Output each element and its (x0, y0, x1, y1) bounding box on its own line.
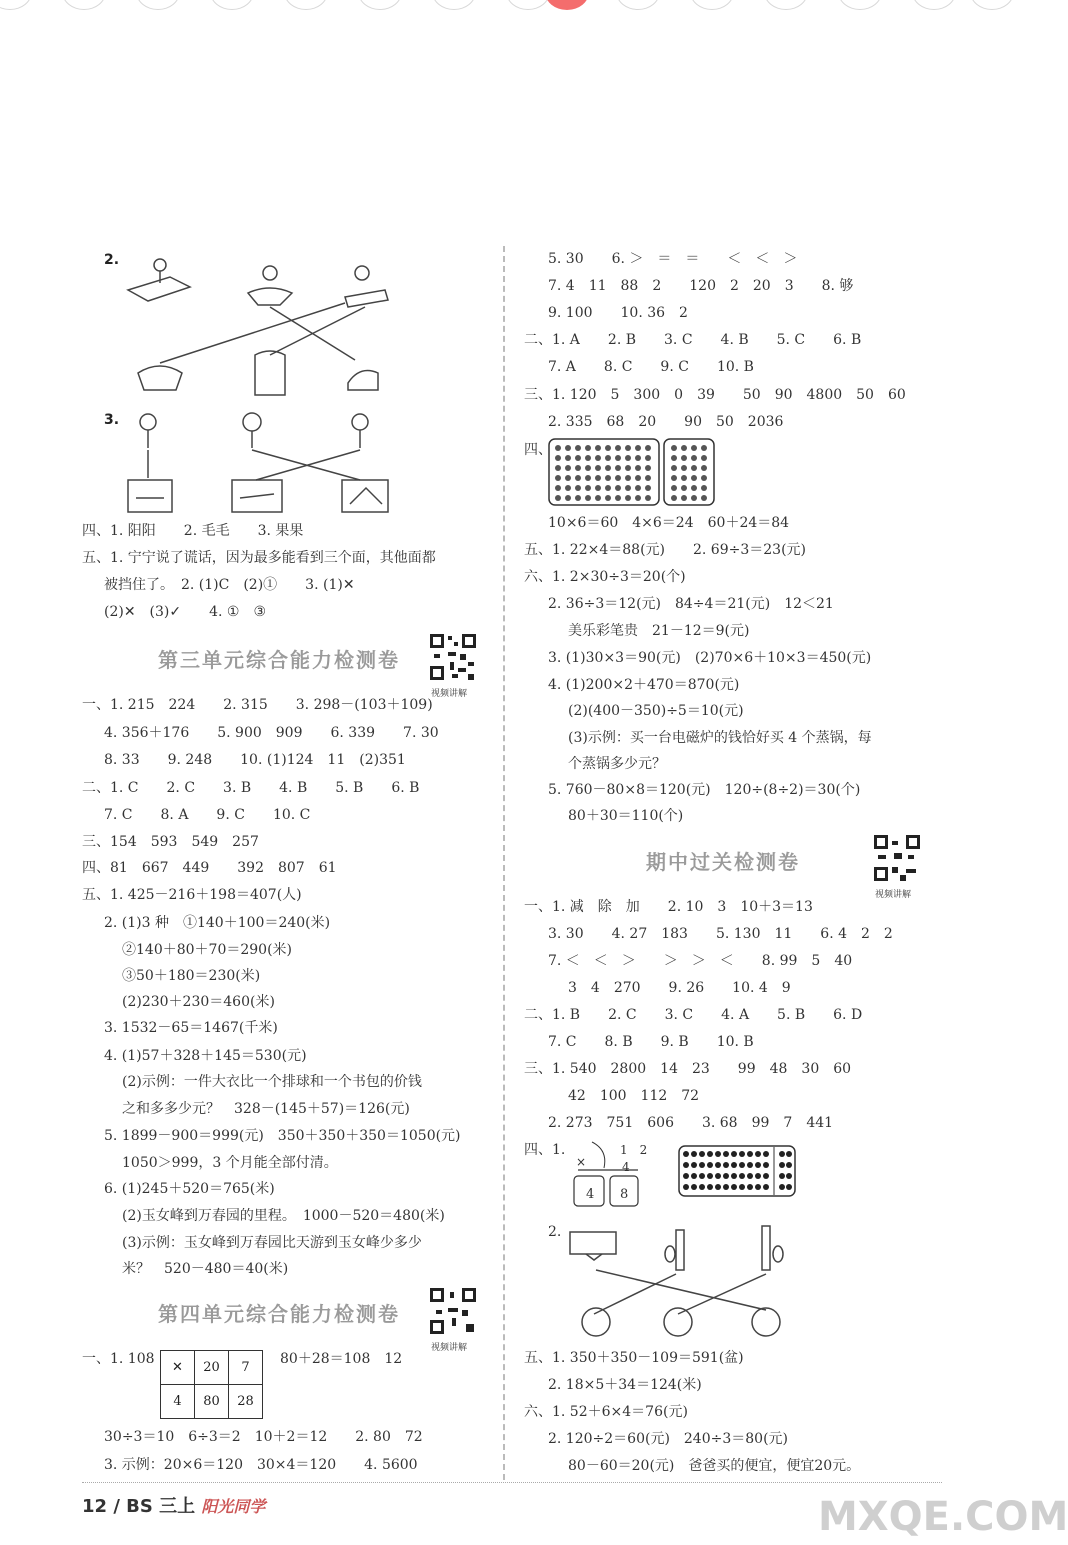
answer-line: 8. 33 9. 248 10. (1)124 11 (2)351 (104, 752, 406, 768)
answer-line: 二、1. B 2. C 3. C 4. A 5. B 6. D (524, 1007, 863, 1023)
answer-line: (3)示例：买一台电磁炉的钱恰好买 4 个蒸锅，每 (568, 730, 872, 746)
answer-line: 4. 356＋176 5. 900 909 6. 339 7. 30 (104, 725, 439, 741)
brand-logo: 阳光同学 (201, 1497, 266, 1516)
footer-divider (82, 1482, 942, 1483)
top-tab-dots (0, 0, 1000, 12)
answer-line: 一、1. 减 除 加 2. 10 3 10＋3＝13 (524, 899, 813, 915)
table-cell: 7 (229, 1351, 263, 1385)
answer-line: ②140＋80＋70＝290(米) (122, 942, 292, 958)
qr-caption: 视频讲解 (431, 1343, 468, 1353)
answer-line: (2)玉女峰到万春园的里程。 1000－520＝480(米) (122, 1208, 445, 1224)
answer-line: 3. 1532－65＝1467(千米) (104, 1020, 278, 1036)
answer-line: 五、1. 350＋350－109＝591(盆) (524, 1350, 744, 1366)
multiplication-digit: 4 (622, 1160, 630, 1174)
answer-line: 被挡住了。 2. (1)C (2)① 3. (1)✕ (104, 577, 355, 593)
qr-code-icon[interactable] (428, 1286, 478, 1336)
table-cell: 4 (161, 1385, 195, 1419)
table-cell: ✕ (161, 1351, 195, 1385)
answer-line: 四、1. 阳阳 2. 毛毛 3. 果果 (82, 523, 304, 539)
qr-code-icon[interactable] (872, 833, 922, 883)
watermark: MXQE.COM (818, 1494, 1068, 1540)
answer-line: 5. 760－80×8＝120(元) 120÷(8÷2)＝30(个) (548, 782, 861, 798)
answer-line: 3. (1)30×3＝90(元) (2)70×6＋10×3＝450(元) (548, 650, 872, 666)
answer-line: 80＋30＝110(个) (568, 808, 684, 824)
answer-line: 9. 100 10. 36 2 (548, 305, 688, 321)
answer-line: 之和多多少元？ 328－(145＋57)＝126(元) (122, 1101, 410, 1117)
answer-line: 10×6＝60 4×6＝24 60＋24＝84 (548, 515, 790, 531)
page-footer (82, 1492, 265, 1518)
answer-line: 5. 1899－900＝999(元) 350＋350＋350＝1050(元) (104, 1128, 461, 1144)
answer-line: 4. (1)57＋328＋145＝530(元) (104, 1048, 307, 1064)
answer-line: 三、1. 540 2800 14 23 99 48 30 60 (524, 1061, 852, 1077)
answer-line: 42 100 112 72 (568, 1088, 700, 1104)
answer-line: 2. (548, 1224, 562, 1240)
page-number: 12 / BS 三上 (82, 1496, 196, 1517)
answer-line: 2. (1)3 种 ①140＋100＝240(米) (104, 915, 331, 931)
answer-line: 六、1. 52＋6×4＝76(元) (524, 1404, 688, 1420)
answer-line: 二、1. A 2. B 3. C 4. B 5. C 6. B (524, 332, 862, 348)
answer-line: (2)(400－350)÷5＝10(元) (568, 703, 744, 719)
answer-line: 5. 30 6. ＞ ＝ ＝ ＜ ＜ ＞ (548, 251, 798, 267)
answer-line: 2. 36÷3＝12(元) 84÷4＝21(元) 12＜21 (548, 596, 834, 612)
matching-figure-midterm (566, 1222, 796, 1342)
q3-label: 3. (104, 412, 120, 428)
answer-line: 三、154 593 549 257 (82, 834, 259, 850)
answer-line: 2. 335 68 20 90 50 2036 (548, 414, 784, 430)
answer-line: 五、1. 425－216＋198＝407(人) (82, 887, 302, 903)
answer-line: (2)示例：一件大衣比一个排球和一个书包的价钱 (122, 1074, 422, 1090)
answer-line: 五、1. 宁宁说了谎话，因为最多能看到三个面，其他面都 (82, 550, 436, 566)
answer-line: 三、1. 120 5 300 0 39 50 90 4800 50 60 (524, 387, 906, 403)
table-cell: 28 (229, 1385, 263, 1419)
answer-line: 7. C 8. B 9. B 10. B (548, 1034, 754, 1050)
answer-line: 80－60＝20(元) 爸爸买的便宜，便宜20元。 (568, 1458, 861, 1474)
qr-code-icon[interactable] (428, 632, 478, 682)
answer-line: 3. 30 4. 27 183 5. 130 11 6. 4 2 2 (548, 926, 893, 942)
section-title-midterm: 期中过关检测卷 (646, 850, 800, 874)
vertical-multiplication-figure (568, 1140, 648, 1212)
answer-line: 2. 120÷2＝60(元) 240÷3＝80(元) (548, 1431, 789, 1447)
answer-line: 四、1. (524, 1142, 566, 1158)
answer-line: 五、1. 22×4＝88(元) 2. 69÷3＝23(元) (524, 542, 806, 558)
answer-line: (2)230＋230＝460(米) (122, 994, 275, 1010)
q2-label: 2. (104, 252, 120, 268)
section-title-unit4: 第四单元综合能力检测卷 (158, 1302, 400, 1326)
answer-line: 1050＞999，3 个月能全部付清。 (122, 1155, 338, 1171)
answer-line: 7. ＜ ＜ ＞ ＞ ＞ ＜ 8. 99 5 40 (548, 953, 853, 969)
matching-figure-views (120, 255, 400, 405)
multiplication-digit: 4 (586, 1187, 595, 1202)
answer-line: 30÷3＝10 6÷3＝2 10＋2＝12 2. 80 72 (104, 1429, 423, 1445)
matching-figure-children (120, 408, 400, 518)
answer-line: 3 4 270 9. 26 10. 4 9 (568, 980, 791, 996)
dot-array-figure-2 (678, 1145, 798, 1197)
table-cell: 20 (195, 1351, 229, 1385)
answer-line: 四、 (524, 442, 552, 458)
answer-line: 7. C 8. A 9. C 10. C (104, 807, 311, 823)
answer-line: 7. A 8. C 9. C 10. B (548, 359, 754, 375)
answer-line: 4. (1)200×2＋470＝870(元) (548, 677, 740, 693)
answer-line: 6. (1)245＋520＝765(米) (104, 1181, 275, 1197)
answer-line: 二、1. C 2. C 3. B 4. B 5. B 6. B (82, 780, 420, 796)
answer-line: 2. 18×5＋34＝124(米) (548, 1377, 702, 1393)
qr-caption: 视频讲解 (431, 689, 468, 699)
qr-caption: 视频讲解 (875, 890, 912, 900)
section-title-unit3: 第三单元综合能力检测卷 (158, 648, 400, 672)
answer-line: 80＋28＝108 12 (280, 1351, 403, 1367)
answer-line: 7. 4 11 88 2 120 2 20 3 8. 够 (548, 278, 854, 294)
answer-line: (2)✕ (3)✓ 4. ① ③ (104, 604, 267, 620)
svg-text:×: × (576, 1155, 587, 1169)
multiplication-table (160, 1350, 263, 1419)
answer-line: 六、1. 2×30÷3＝20(个) (524, 569, 686, 585)
answer-line: 美乐彩笔贵 21－12＝9(元) (568, 623, 750, 639)
answer-line: 2. 273 751 606 3. 68 99 7 441 (548, 1115, 834, 1131)
dot-array-figure (548, 438, 718, 508)
answer-line: 3. 示例：20×6＝120 30×4＝120 4. 5600 (104, 1457, 418, 1473)
answer-line: ③50＋180＝230(米) (122, 968, 261, 984)
answer-line: 一、1. 108 (82, 1351, 155, 1367)
column-divider (503, 246, 505, 1480)
answer-line: 米？ 520－480＝40(米) (122, 1261, 289, 1277)
table-cell: 80 (195, 1385, 229, 1419)
answer-line: 四、81 667 449 392 807 61 (82, 860, 337, 876)
answer-line: 个蒸锅多少元？ (568, 756, 666, 772)
multiplication-digit: 8 (620, 1187, 629, 1202)
answer-line: 一、1. 215 224 2. 315 3. 298－(103＋109) (82, 697, 433, 713)
answer-line: (3)示例：玉女峰到万春园比天游到玉女峰少多少 (122, 1235, 422, 1251)
multiplication-top-digits: 1 2 (620, 1143, 648, 1157)
